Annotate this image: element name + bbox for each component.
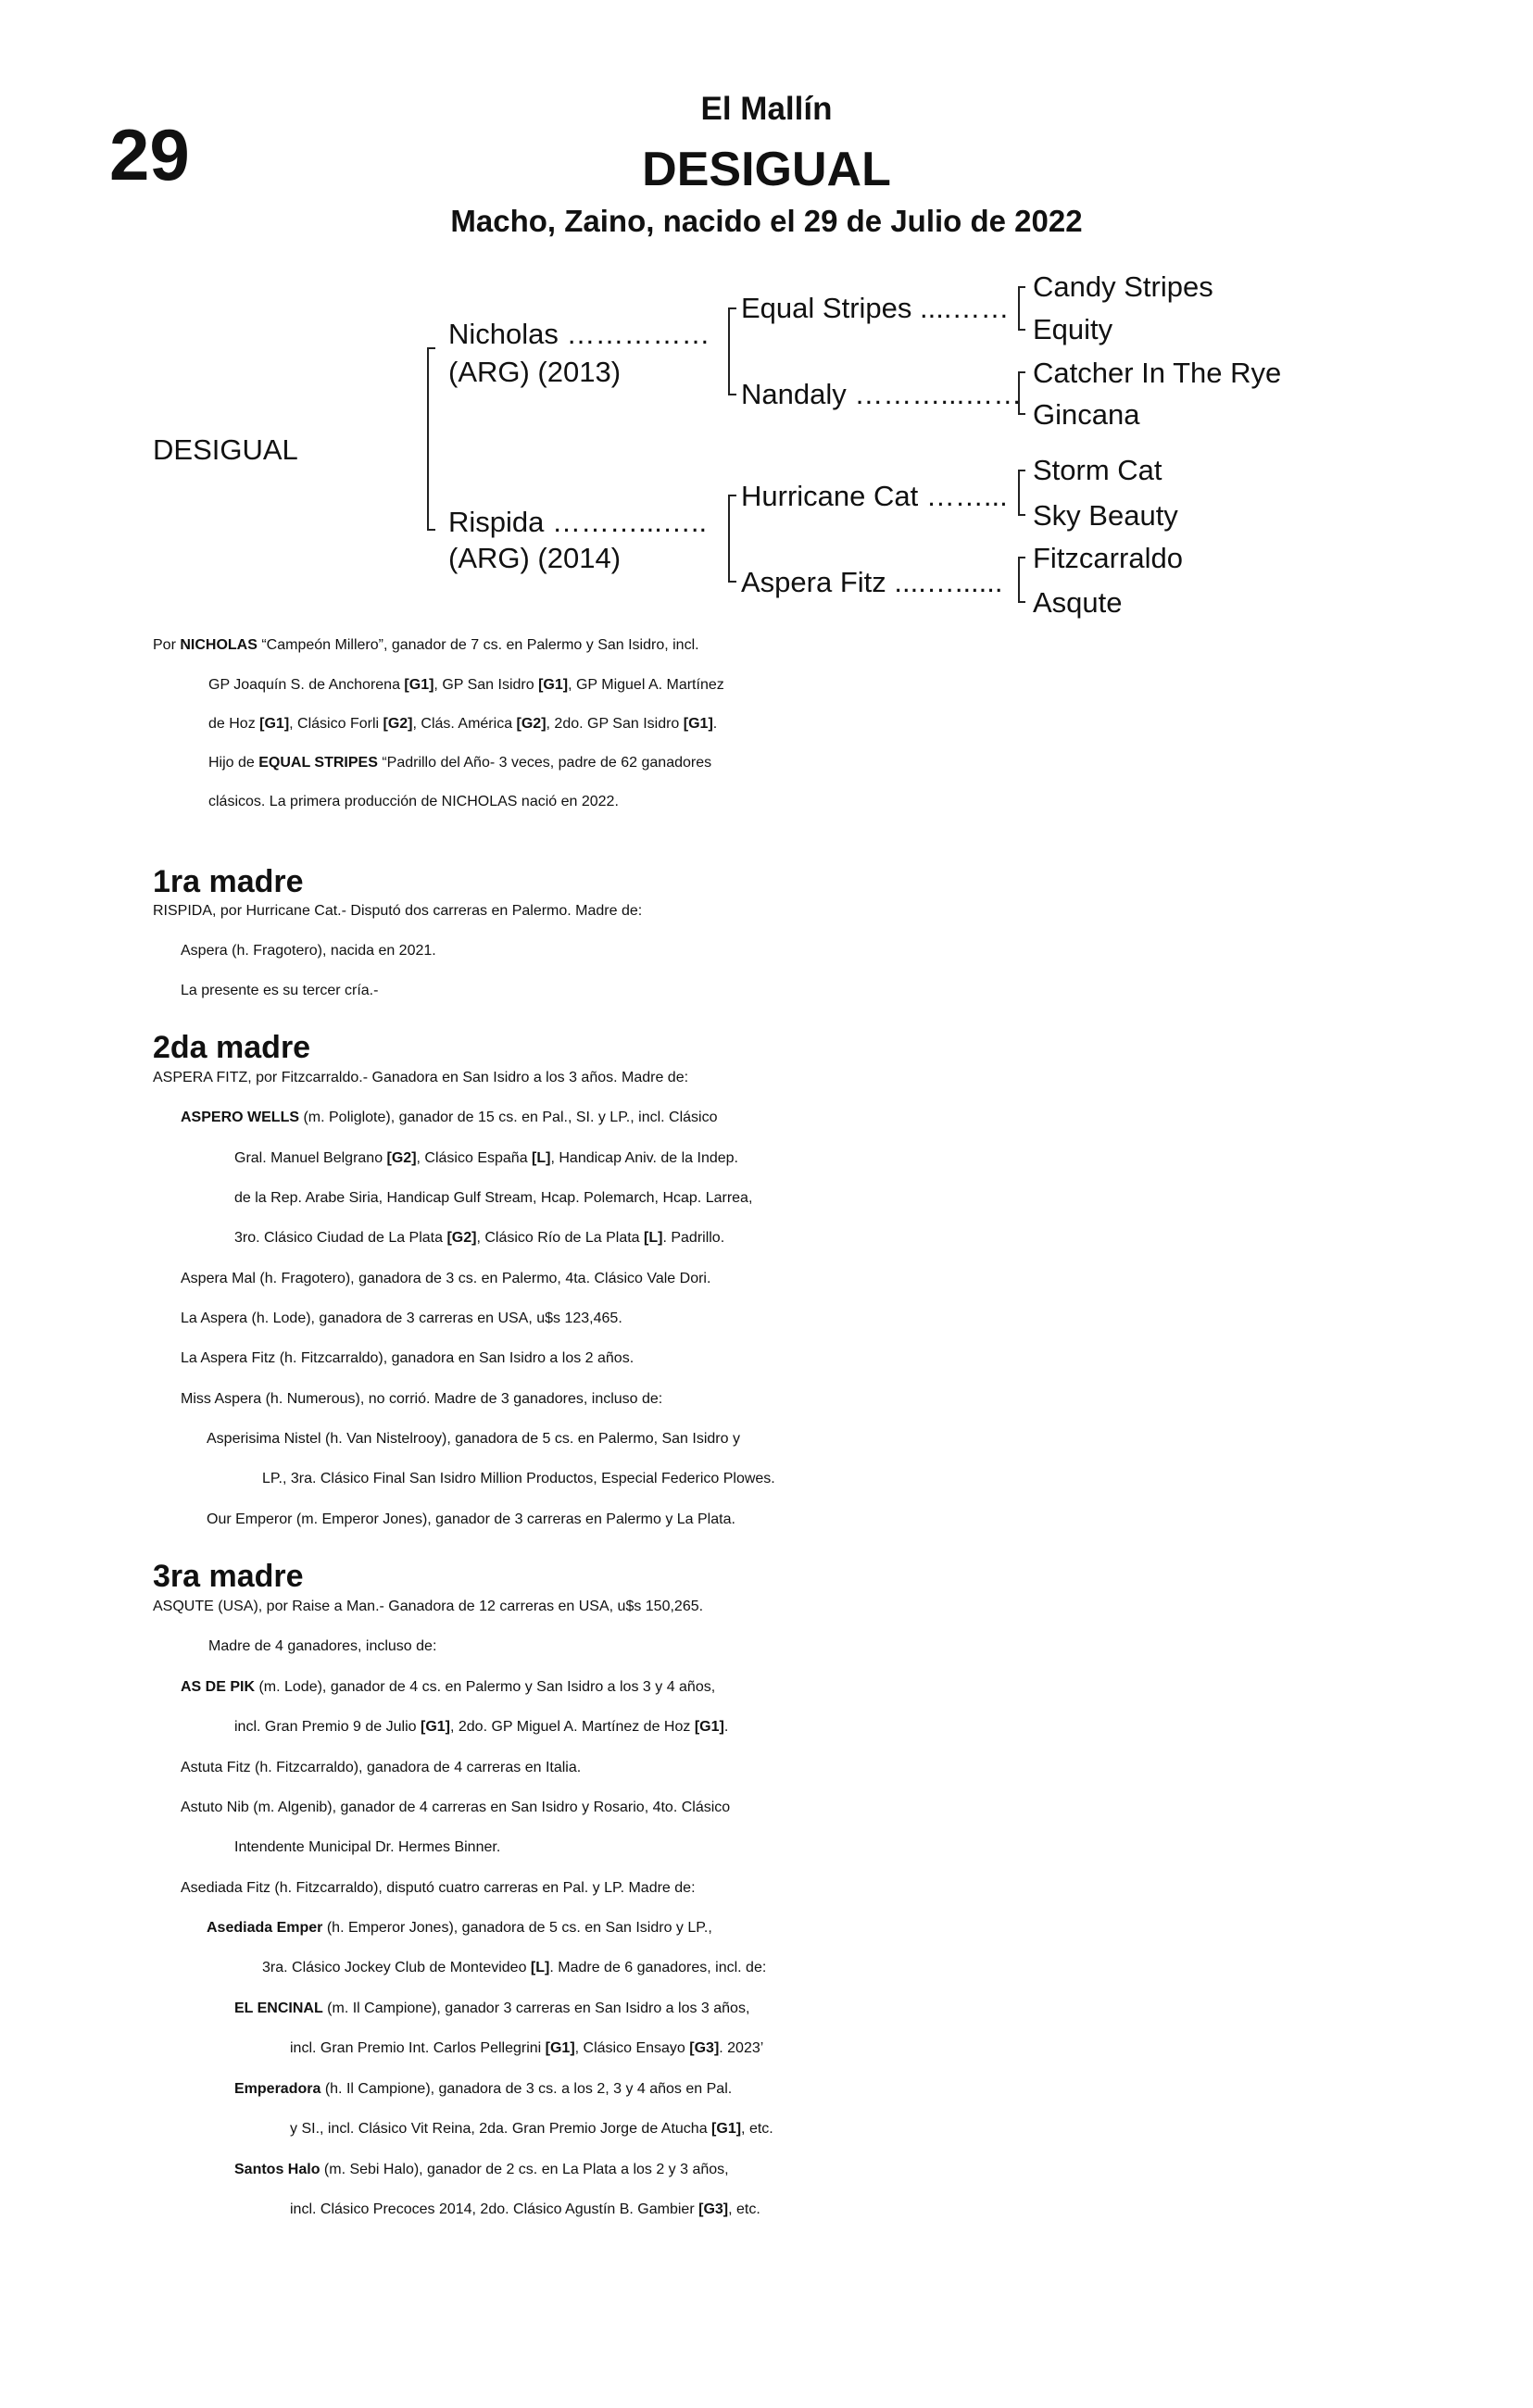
third-dam-line: Asediada Emper (h. Emperor Jones), ganadora de 5 cs. en San Isidro y LP., — [207, 1920, 712, 1936]
pedigree-ggp: Candy Stripes — [1033, 270, 1213, 303]
farm-name: El Mallín — [700, 91, 833, 127]
first-dam-line: La presente es su tercer cría.- — [181, 983, 379, 998]
third-dam-line: incl. Gran Premio Int. Carlos Pellegrini [G1], Clásico Ensayo [G3]. 2023’ — [290, 2040, 764, 2056]
first-dam-line: Aspera (h. Fragotero), nacida en 2021. — [181, 943, 436, 959]
third-dam-line: ASQUTE (USA), por Raise a Man.- Ganadora de 12 carreras en USA, u$s 150,265. — [153, 1599, 704, 1614]
third-dam-line: EL ENCINAL (m. Il Campione), ganador 3 carreras en San Isidro a los 3 años, — [234, 2000, 750, 2016]
pedigree-ggp: Sky Beauty — [1033, 499, 1178, 532]
sire-para-line: de Hoz [G1], Clásico Forli [G2], Clás. América [G2], 2do. GP San Isidro [G1]. — [208, 716, 718, 732]
pedigree-dam: Rispida ………...….. — [448, 506, 708, 538]
pedigree-bracket-lines — [0, 0, 1533, 648]
pedigree-sire-dam: Nandaly ………...…… — [741, 378, 1023, 410]
pedigree-ggp: Storm Cat — [1033, 454, 1162, 486]
pedigree-sire-sire: Equal Stripes ....…… — [741, 292, 1010, 324]
pedigree-ggp: Gincana — [1033, 398, 1140, 431]
pedigree-sire-origin: (ARG) (2013) — [448, 356, 622, 388]
pedigree-ggp: Asqute — [1033, 586, 1123, 619]
lot-number: 29 — [109, 114, 190, 195]
second-dam-line: La Aspera Fitz (h. Fitzcarraldo), ganadora en San Isidro a los 2 años. — [181, 1350, 635, 1366]
pedigree-subject: DESIGUAL — [153, 433, 298, 466]
pedigree-sire: Nicholas …………… — [448, 318, 710, 350]
birth-info: Macho, Zaino, nacido el 29 de Julio de 2022 — [450, 204, 1083, 238]
third-dam-line: y SI., incl. Clásico Vit Reina, 2da. Gran Premio Jorge de Atucha [G1], etc. — [290, 2121, 773, 2137]
sire-para-line: GP Joaquín S. de Anchorena [G1], GP San Isidro [G1], GP Miguel A. Martínez — [208, 677, 724, 693]
pedigree-ggp: Fitzcarraldo — [1033, 542, 1183, 574]
third-dam-line: Astuta Fitz (h. Fitzcarraldo), ganadora de 4 carreras en Italia. — [181, 1760, 582, 1775]
second-dam-line: Gral. Manuel Belgrano [G2], Clásico España [L], Handicap Aniv. de la Indep. — [234, 1150, 738, 1166]
first-dam-line: RISPIDA, por Hurricane Cat.- Disputó dos carreras en Palermo. Madre de: — [153, 903, 643, 919]
second-dam-heading: 2da madre — [153, 1030, 311, 1065]
sire-para-line: Por NICHOLAS “Campeón Millero”, ganador de 7 cs. en Palermo y San Isidro, incl. — [153, 637, 699, 653]
second-dam-line: ASPERO WELLS (m. Poliglote), ganador de 15 cs. en Pal., SI. y LP., incl. Clásico — [181, 1110, 718, 1125]
third-dam-line: Intendente Municipal Dr. Hermes Binner. — [234, 1839, 501, 1855]
second-dam-line: Aspera Mal (h. Fragotero), ganadora de 3 cs. en Palermo, 4ta. Clásico Vale Dori. — [181, 1271, 711, 1286]
second-dam-line: ASPERA FITZ, por Fitzcarraldo.- Ganadora en San Isidro a los 3 años. Madre de: — [153, 1070, 689, 1085]
second-dam-line: Our Emperor (m. Emperor Jones), ganador de 3 carreras en Palermo y La Plata. — [207, 1511, 735, 1527]
pedigree-dam-origin: (ARG) (2014) — [448, 542, 622, 574]
third-dam-line: 3ra. Clásico Jockey Club de Montevideo [L]. Madre de 6 ganadores, incl. de: — [262, 1960, 767, 1975]
third-dam-line: Asediada Fitz (h. Fitzcarraldo), disputó cuatro carreras en Pal. y LP. Madre de: — [181, 1880, 696, 1896]
third-dam-line: Madre de 4 ganadores, incluso de: — [208, 1638, 437, 1654]
third-dam-line: Emperadora (h. Il Campione), ganadora de 3 cs. a los 2, 3 y 4 años en Pal. — [234, 2081, 733, 2097]
third-dam-heading: 3ra madre — [153, 1559, 304, 1594]
third-dam-line: AS DE PIK (m. Lode), ganador de 4 cs. en Palermo y San Isidro a los 3 y 4 años, — [181, 1679, 716, 1695]
third-dam-line: Astuto Nib (m. Algenib), ganador de 4 carreras en San Isidro y Rosario, 4to. Clásico — [181, 1800, 731, 1815]
third-dam-line: incl. Gran Premio 9 de Julio [G1], 2do. GP Miguel A. Martínez de Hoz [G1]. — [234, 1719, 729, 1735]
pedigree-ggp: Catcher In The Rye — [1033, 357, 1282, 389]
second-dam-line: de la Rep. Arabe Siria, Handicap Gulf Stream, Hcap. Polemarch, Hcap. Larrea, — [234, 1190, 753, 1206]
second-dam-line: 3ro. Clásico Ciudad de La Plata [G2], Clásico Río de La Plata [L]. Padrillo. — [234, 1230, 725, 1246]
second-dam-line: LP., 3ra. Clásico Final San Isidro Million Productos, Especial Federico Plowes. — [262, 1471, 775, 1486]
sire-para-line: clásicos. La primera producción de NICHOLAS nació en 2022. — [208, 794, 619, 809]
pedigree-dam-dam: Aspera Fitz ....…...... — [741, 566, 1003, 598]
third-dam-line: incl. Clásico Precoces 2014, 2do. Clásico Agustín B. Gambier [G3], etc. — [290, 2201, 760, 2217]
sire-para-line: Hijo de EQUAL STRIPES “Padrillo del Año- 3 veces, padre de 62 ganadores — [208, 755, 712, 771]
pedigree-ggp: Equity — [1033, 313, 1113, 345]
third-dam-line: Santos Halo (m. Sebi Halo), ganador de 2 cs. en La Plata a los 2 y 3 años, — [234, 2162, 729, 2177]
first-dam-heading: 1ra madre — [153, 864, 304, 899]
second-dam-line: Miss Aspera (h. Numerous), no corrió. Madre de 3 ganadores, incluso de: — [181, 1391, 663, 1407]
second-dam-line: La Aspera (h. Lode), ganadora de 3 carreras en USA, u$s 123,465. — [181, 1311, 622, 1326]
pedigree-dam-sire: Hurricane Cat ……... — [741, 480, 1008, 512]
horse-name: DESIGUAL — [642, 143, 891, 196]
second-dam-line: Asperisima Nistel (h. Van Nistelrooy), ganadora de 5 cs. en Palermo, San Isidro y — [207, 1431, 740, 1447]
